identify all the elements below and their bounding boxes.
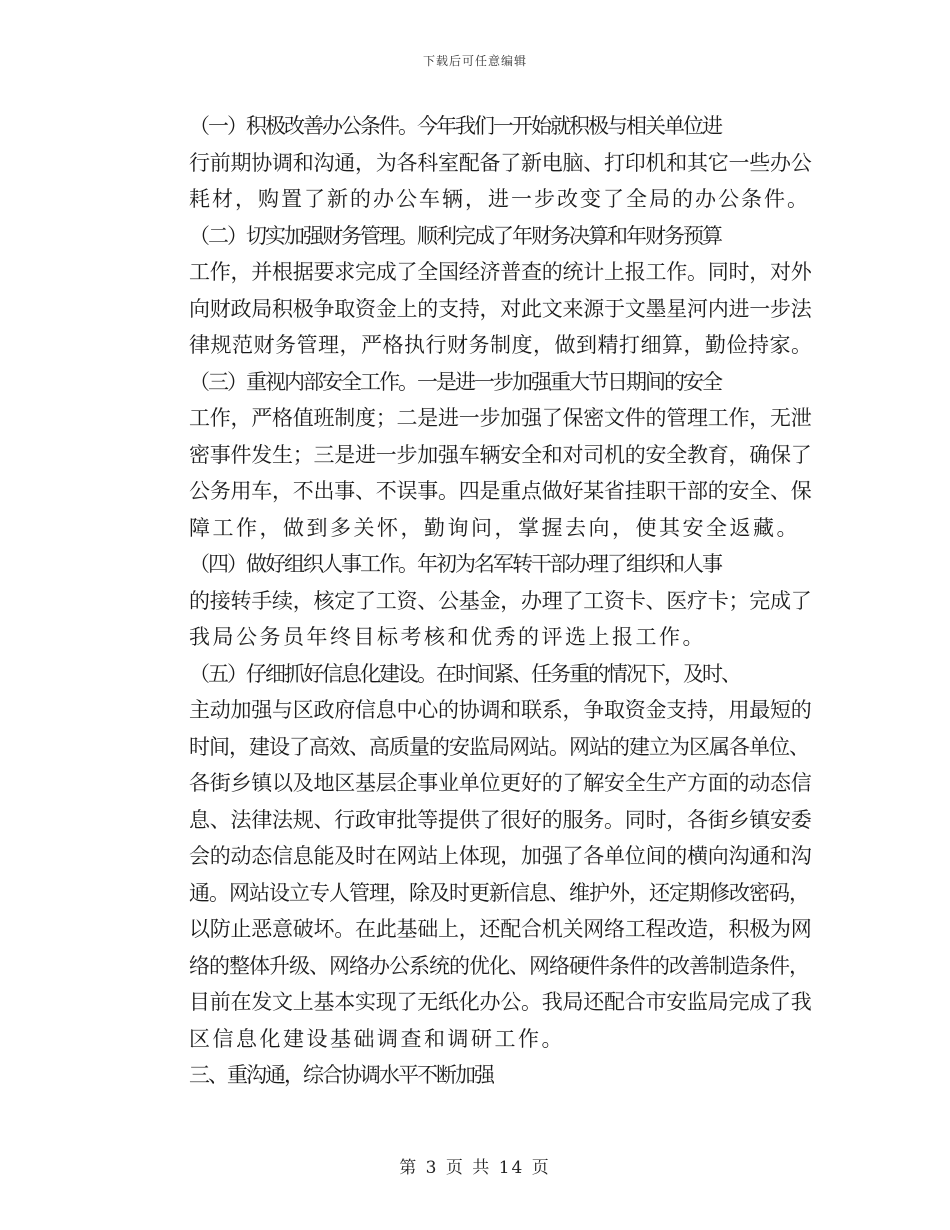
paragraph-1 <box>145 108 813 218</box>
text-line: （五）仔细抓好信息化建设。在时间紧、任务重的情况下，及时、 <box>189 661 740 686</box>
text-line: 时间，建设了高效、高质量的安监局网站。网站的建立为区属各单位、 <box>189 734 809 759</box>
text-line: 三、重沟通，综合协调水平不断加强 <box>189 1063 493 1087</box>
text-line: （二）切实加强财务管理。顺利完成了年财务决算和年财务预算 <box>189 223 721 248</box>
document-body <box>145 108 813 1094</box>
text-line: 以防止恶意破坏。在此基础上，还配合机关网络工程改造，积极为网 <box>189 917 812 941</box>
text-line: 耗材，购置了新的办公车辆，进一步改变了全局的办公条件。 <box>189 187 810 211</box>
text-line: 工作，严格值班制度；二是进一步加强了保密文件的管理工作，无泄 <box>189 406 812 430</box>
text-line: 公务用车，不出事、不误事。四是重点做好某省挂职干部的安全、保 <box>189 479 812 503</box>
text-line: 会的动态信息能及时在网站上体现，加强了各单位间的横向沟通和沟 <box>189 844 812 868</box>
text-line: 工作，并根据要求完成了全国经济普查的统计上报工作。同时，对外 <box>189 260 812 284</box>
text-line: 区信息化建设基础调查和调研工作。 <box>189 1026 565 1051</box>
text-line: 目前在发文上基本实现了无纸化办公。我局还配合市安监局完成了我 <box>189 990 812 1014</box>
text-line: 密事件发生；三是进一步加强车辆安全和对司机的安全教育，确保了 <box>189 442 812 467</box>
text-line: 各街乡镇以及地区基层企事业单位更好的了解安全生产方面的动态信 <box>189 771 812 795</box>
text-line: （四）做好组织人事工作。年初为名军转干部办理了组织和人事 <box>189 552 721 576</box>
text-line: 络的整体升级、网络办公系统的优化、网络硬件条件的改善制造条件， <box>189 953 809 978</box>
section-heading <box>145 1057 813 1094</box>
paragraph-2 <box>145 218 813 364</box>
text-line: 障工作，做到多关怀，勤询问，掌握去向，使其安全返藏。 <box>189 515 800 540</box>
text-line: 通。网站设立专人管理，除及时更新信息、维护外，还定期修改密码， <box>189 880 809 905</box>
paragraph-4 <box>145 546 813 656</box>
paragraph-3 <box>145 364 813 547</box>
text-line: 行前期协调和沟通，为各科室配备了新电脑、打印机和其它一些办公 <box>189 150 812 175</box>
page-header-note: 下载后可任意编辑 <box>422 54 527 68</box>
paragraph-5 <box>145 656 813 1058</box>
text-line: 主动加强与区政府信息中心的协调和联系，争取资金支持，用最短的 <box>189 698 812 722</box>
text-line: （一）积极改善办公条件。今年我们一开始就积极与相关单位进 <box>189 114 721 138</box>
text-line: 息、法律法规、行政审批等提供了很好的服务。同时，各街乡镇安委 <box>189 807 812 832</box>
page-number: 第 3 页 共 14 页 <box>399 1158 551 1178</box>
text-line: 的接转手续，核定了工资、公基金，办理了工资卡、医疗卡；完成了 <box>189 588 812 613</box>
text-line: 我局公务员年终目标考核和优秀的评选上报工作。 <box>189 625 706 649</box>
text-line: 律规范财务管理，严格执行财务制度，做到精打细算，勤俭持家。 <box>189 333 813 357</box>
text-line: 向财政局积极争取资金上的支持，对此文来源于文墨星河内进一步法 <box>189 296 812 321</box>
text-line: （三）重视内部安全工作。一是进一步加强重大节日期间的安全 <box>189 369 721 394</box>
